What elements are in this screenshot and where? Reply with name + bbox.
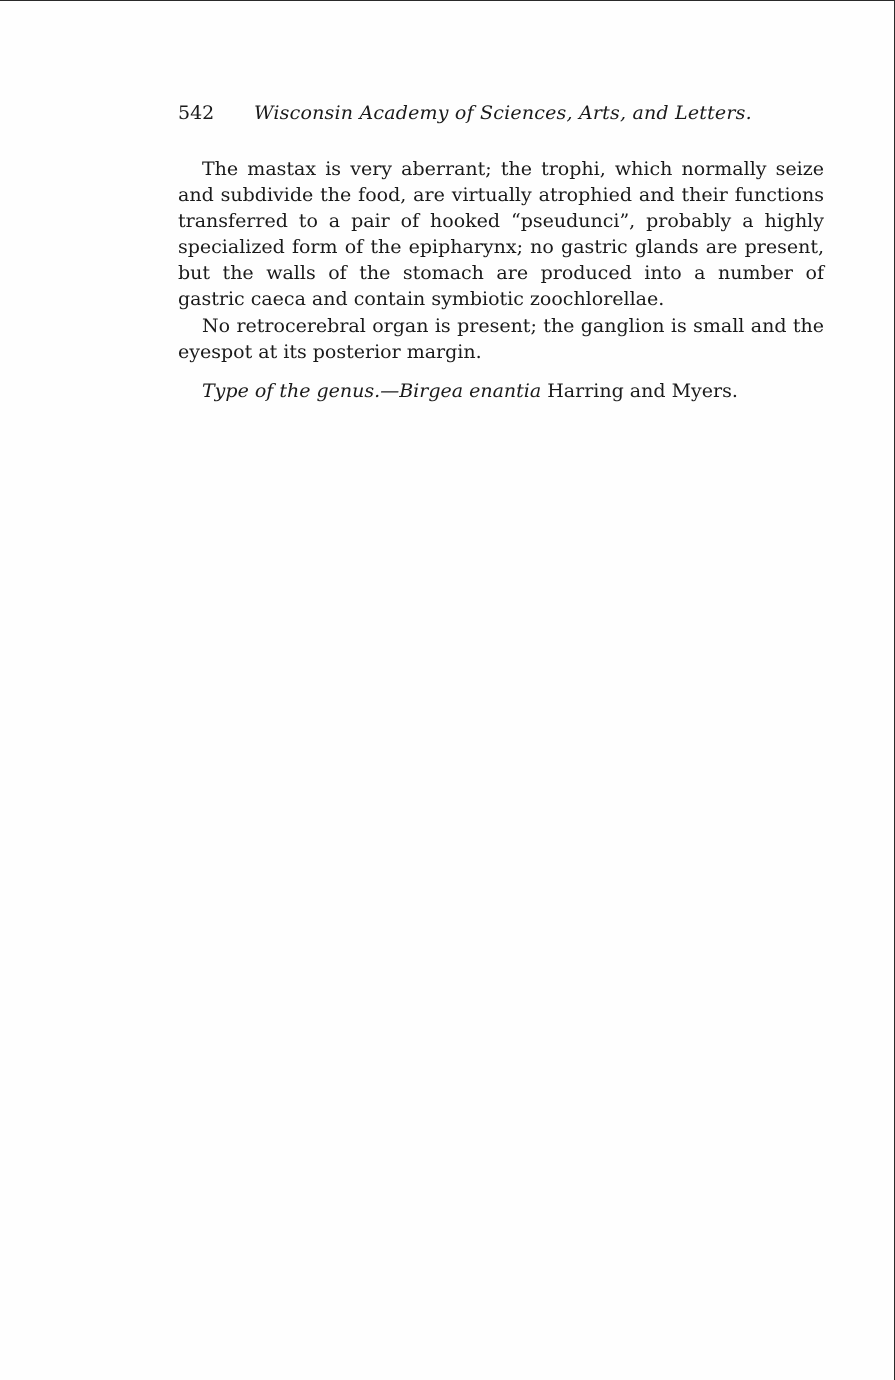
running-header (178, 99, 758, 127)
type-species: Birgea enantia (399, 380, 542, 402)
type-label: Type of the genus.— (202, 380, 400, 402)
running-title: Wisconsin Academy of Sciences, Arts, and Letters. (254, 102, 752, 124)
body-text (178, 156, 824, 404)
type-of-genus-line (178, 378, 824, 404)
paragraph-mastax: The mastax is very aberrant; the trophi, which normally seize and subdivide the food, are virtually atrophied and their functions transferred to a pair of hooked “pseudunci”, probably a highly specialized form of the epipharynx; no gastric glands are present, but the walls of the stomach are produced into a number of gastric caeca and contain symbiotic zoochlorellae. (178, 158, 824, 310)
type-authors: Harring and Myers. (541, 380, 738, 402)
paragraph-retrocerebral: No retrocerebral organ is present; the ganglion is small and the eyespot at its posterior margin. (178, 315, 824, 363)
page-number: 542 (178, 102, 215, 124)
